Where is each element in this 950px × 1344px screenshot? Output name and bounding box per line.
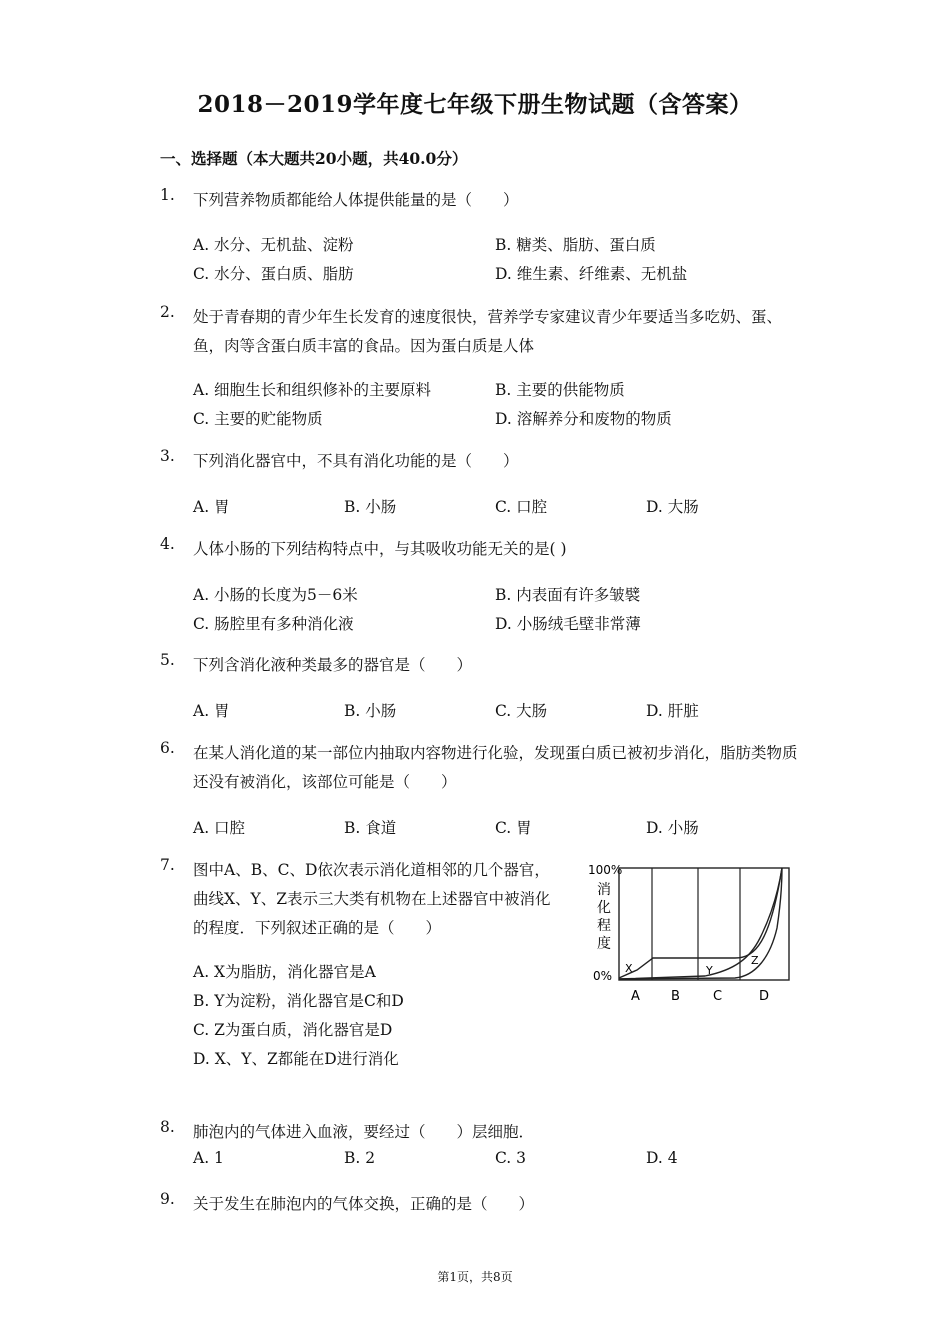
organ-label-a: A — [631, 989, 640, 1004]
question-8 — [160, 1118, 800, 1147]
option-c: C. 肠腔里有多种消化液 — [193, 615, 354, 633]
page-footer: 第1页，共8页 — [437, 1270, 513, 1284]
question-stem: 处于青春期的青少年生长发育的速度很快，营养学专家建议青少年要适当多吃奶、蛋、鱼，肉等含蛋白质丰富的食品。因为蛋白质是人体 — [193, 308, 783, 355]
option-b: B. Y为淀粉，消化器官是C和D — [193, 992, 404, 1010]
option-c: C. 胃 — [495, 819, 532, 837]
y-axis-char: 程 — [597, 918, 611, 934]
question-stem: 图中A、B、C、D依次表示消化道相邻的几个器官，曲线X、Y、Z表示三大类有机物在上述器官中被消化的程度．下列叙述正确的是（ ） — [193, 861, 551, 937]
option-a: A. 水分、无机盐、淀粉 — [193, 236, 354, 254]
option-c: C. 3 — [495, 1149, 527, 1167]
chart-frame — [619, 868, 789, 980]
page-title: 2018－2019学年度七年级下册生物试题（含答案） — [197, 91, 753, 118]
question-7 — [160, 856, 560, 943]
option-a: A. 小肠的长度为5－6米 — [193, 586, 358, 604]
option-a: A. 胃 — [193, 498, 230, 516]
y-axis-title — [597, 881, 611, 952]
option-d: D. 小肠 — [646, 819, 699, 837]
organ-label-b: B — [671, 989, 680, 1004]
option-d: D. 溶解养分和废物的物质 — [495, 410, 672, 428]
question-stem: 在某人消化道的某一部位内抽取内容物进行化验，发现蛋白质已被初步消化，脂肪类物质还没有被消化，该部位可能是（ ） — [193, 744, 798, 791]
y-axis-char: 化 — [597, 900, 611, 916]
question-stem: 肺泡内的气体进入血液，要经过（ ）层细胞． — [193, 1123, 535, 1141]
option-a: A. 胃 — [193, 702, 230, 720]
curve-label-z: Z — [751, 954, 759, 967]
question-stem: 关于发生在肺泡内的气体交换，正确的是（ ） — [193, 1195, 535, 1213]
curve-label-y: Y — [706, 964, 713, 977]
option-d: D. 4 — [646, 1149, 678, 1167]
y-axis-char: 度 — [597, 936, 611, 952]
option-d: D. 小肠绒毛壁非常薄 — [495, 615, 641, 633]
option-b: B. 小肠 — [344, 702, 397, 720]
curve-label-x: X — [625, 962, 633, 975]
question-5 — [160, 651, 800, 680]
question-number: 9. — [160, 1190, 175, 1208]
question-stem: 下列消化器官中，不具有消化功能的是（ ） — [193, 452, 519, 470]
organ-label-d: D — [759, 989, 770, 1004]
option-c: C. 水分、蛋白质、脂肪 — [193, 265, 354, 283]
option-a: A. 细胞生长和组织修补的主要原料 — [193, 381, 432, 399]
question-4 — [160, 535, 800, 564]
question-number: 4. — [160, 535, 175, 553]
organ-label-c: C — [713, 989, 723, 1004]
option-d: D. 肝脏 — [646, 702, 699, 720]
option-c: C. 大肠 — [495, 702, 548, 720]
question-1 — [160, 186, 800, 215]
option-b: B. 2 — [344, 1149, 376, 1167]
question-number: 8. — [160, 1118, 175, 1136]
option-b: B. 食道 — [344, 819, 397, 837]
question-number: 2. — [160, 303, 175, 321]
section-heading: 一、选择题（本大题共20小题，共40.0分） — [160, 149, 468, 168]
option-c: C. 主要的贮能物质 — [193, 410, 323, 428]
question-number: 5. — [160, 651, 175, 669]
question-2 — [160, 303, 800, 361]
question-number: 6. — [160, 739, 175, 757]
option-a: A. X为脂肪，消化器官是A — [193, 963, 376, 981]
option-d: D. 大肠 — [646, 498, 699, 516]
y-axis-char: 消 — [597, 882, 611, 898]
question-stem: 下列含消化液种类最多的器官是（ ） — [193, 656, 473, 674]
option-d: D. 维生素、纤维素、无机盐 — [495, 265, 688, 283]
option-c: C. 口腔 — [495, 498, 548, 516]
question-number: 7. — [160, 856, 175, 874]
option-b: B. 小肠 — [344, 498, 397, 516]
option-a: A. 口腔 — [193, 819, 246, 837]
option-a: A. 1 — [193, 1149, 224, 1167]
question-6 — [160, 739, 800, 797]
question-number: 1. — [160, 186, 175, 204]
option-b: B. 主要的供能物质 — [495, 381, 625, 399]
question-stem: 下列营养物质都能给人体提供能量的是（ ） — [193, 191, 519, 209]
option-b: B. 内表面有许多皱襞 — [495, 586, 641, 604]
y-axis-top-label: 100% — [588, 863, 623, 877]
question-9 — [160, 1190, 800, 1219]
question-stem: 人体小肠的下列结构特点中，与其吸收功能无关的是( ) — [193, 540, 567, 558]
option-d: D. X、Y、Z都能在D进行消化 — [193, 1050, 399, 1068]
y-axis-bottom-label: 0% — [593, 969, 613, 983]
question-number: 3. — [160, 447, 175, 465]
digestion-figure — [585, 858, 795, 1008]
option-b: B. 糖类、脂肪、蛋白质 — [495, 236, 656, 254]
question-3 — [160, 447, 800, 476]
option-c: C. Z为蛋白质，消化器官是D — [193, 1021, 393, 1039]
